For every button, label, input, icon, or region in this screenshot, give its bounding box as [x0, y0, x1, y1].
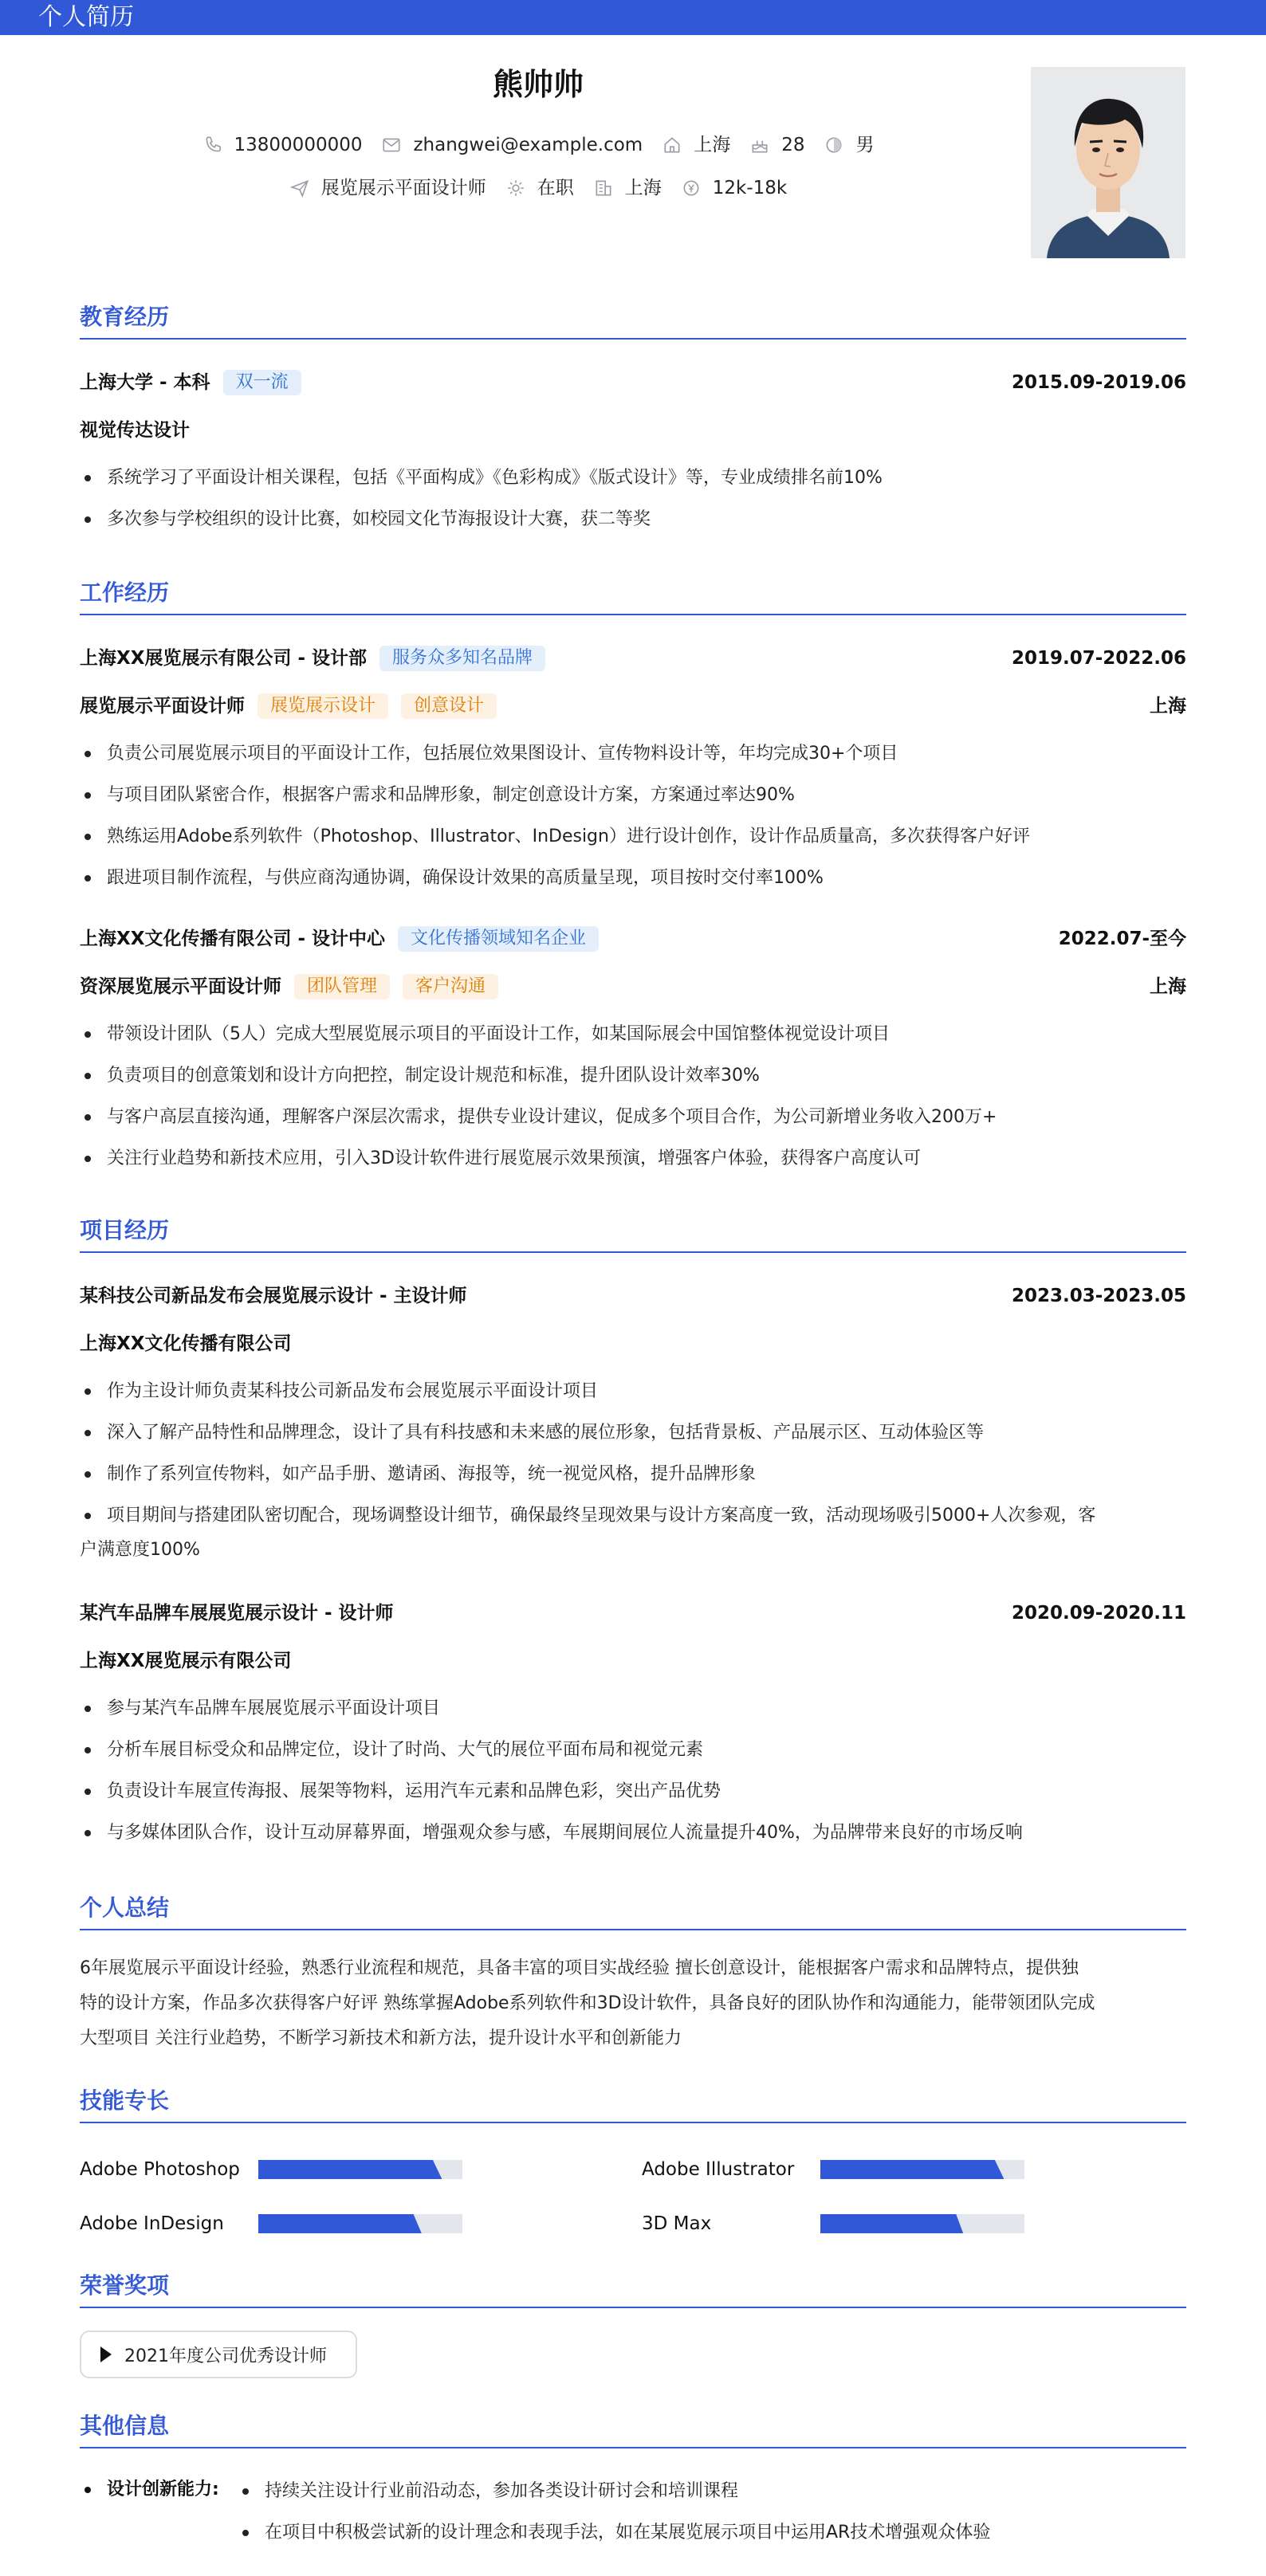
status-item [505, 175, 574, 201]
list-item: 作为主设计师负责某科技公司新品发布会展览展示平面设计项目 [80, 1371, 1186, 1412]
phone-item [202, 132, 363, 158]
work-role: 展览展示平面设计师 [80, 696, 245, 717]
home-icon [662, 135, 682, 155]
list-item: 多次参与学校组织的设计比赛，如校园文化节海报设计大赛，获二等奖 [80, 499, 1186, 540]
candidate-name: 熊帅帅 [492, 67, 584, 102]
work-bullets [80, 733, 1186, 899]
email-item [381, 132, 643, 158]
project-name: 某科技公司新品发布会展览展示设计 - 主设计师 [80, 1286, 467, 1306]
skill-bar-fill [820, 2160, 1004, 2179]
list-item: 带领设计团队（5人）完成大型展览展示项目的平面设计工作，如某国际展会中国馆整体视觉设计项目 [80, 1014, 1186, 1055]
gender-text: 男 [855, 135, 875, 155]
project-bullets [80, 1371, 1186, 1570]
summary-line: 6年展览展示平面设计经验，熟悉行业流程和规范，具备丰富的项目实战经验 擅长创意设计，能根据客户需求和品牌特点，提供独 [80, 1958, 1079, 1978]
gear-icon [505, 178, 526, 198]
city-item [662, 132, 730, 158]
skill-name: Adobe InDesign [80, 2213, 224, 2234]
project-name: 某汽车品牌车展展览展示设计 - 设计师 [80, 1603, 394, 1624]
work-role-tag: 团队管理 [294, 974, 390, 999]
list-item: 熟练运用Adobe系列软件（Photoshop、Illustrator、InDesign）进行设计创作，设计作品质量高，多次获得客户好评 [80, 816, 1186, 858]
project-period: 2023.03-2023.05 [1011, 1286, 1186, 1306]
skill-bar-fill [258, 2214, 422, 2233]
summary-line: 大型项目 关注行业趋势，不断学习新技术和新方法，提升设计水平和创新能力 [80, 2028, 682, 2048]
summary-text [80, 1951, 1186, 2056]
list-item: 参与某汽车品牌车展展览展示平面设计项目 [80, 1688, 1186, 1730]
edu-major: 视觉传达设计 [80, 420, 190, 441]
building-icon [593, 178, 614, 198]
list-item: 制作了系列宣传物料，如产品手册、邀请函、海报等，统一视觉风格，提升品牌形象 [80, 1454, 1186, 1495]
skill-item [642, 2211, 1024, 2236]
avatar [1031, 67, 1185, 258]
edu-school-row [80, 370, 301, 395]
project-bullets [80, 1688, 1186, 1854]
play-icon [100, 2346, 112, 2362]
list-item: 与多媒体团队合作，设计互动屏幕界面，增强观众参与感，车展期间展位人流量提升40%，为品牌带来良好的市场反响 [80, 1812, 1186, 1854]
work-company: 上海XX文化传播有限公司 - 设计中心 [80, 929, 386, 949]
work-role-tag: 客户沟通 [403, 974, 498, 999]
skill-item [642, 2157, 1024, 2182]
age-text: 28 [781, 135, 805, 155]
skill-item [80, 2211, 462, 2236]
work-role-tag: 展览展示设计 [258, 693, 388, 719]
list-item: 关注行业趋势和新技术应用，引入3D设计软件进行展览展示效果预演，增强客户体验，获得客户高度认可 [80, 1138, 1186, 1180]
other-label: 设计创新能力: [107, 2480, 219, 2499]
phone-icon [202, 135, 223, 155]
work-company-tag: 文化传播领域知名企业 [398, 926, 599, 952]
work-role-tag: 创意设计 [401, 693, 497, 719]
target-city-text: 上海 [624, 178, 662, 198]
skill-bar-fill [258, 2160, 442, 2179]
header-title: 个人简历 [38, 3, 134, 31]
list-item: 分析车展目标受众和品牌定位，设计了时尚、大气的展位平面布局和视觉元素 [80, 1730, 1186, 1771]
phone-text: 13800000000 [234, 135, 363, 155]
skill-bar [820, 2214, 1024, 2233]
skill-bar-fill [820, 2214, 963, 2233]
work-company-row [80, 646, 545, 671]
list-item-line: 项目期间与搭建团队密切配合，现场调整设计细节，确保最终呈现效果与设计方案高度一致，活动现场吸引5000+人次参观，客 [107, 1506, 1096, 1526]
work-company: 上海XX展览展示有限公司 - 设计部 [80, 648, 368, 669]
list-item: 深入了解产品特性和品牌理念，设计了具有科技感和未来感的展位形象，包括背景板、产品展示区、互动体验区等 [80, 1412, 1186, 1454]
section-summary-title: 个人总结 [80, 1892, 1186, 1930]
other-list [239, 2471, 1186, 2554]
cake-icon [749, 135, 770, 155]
list-item: 系统学习了平面设计相关课程，包括《平面构成》《色彩构成》《版式设计》等，专业成绩排名前10% [80, 457, 1186, 499]
list-item [80, 1495, 1186, 1570]
section-projects-title: 项目经历 [80, 1215, 1186, 1253]
work-period: 2022.07-至今 [1058, 929, 1186, 949]
mail-icon [381, 135, 402, 155]
skill-item [80, 2157, 462, 2182]
list-item: 负责设计车展宣传海报、展架等物料，运用汽车元素和品牌色彩，突出产品优势 [80, 1771, 1186, 1812]
award-item[interactable] [80, 2331, 357, 2378]
project-org: 上海XX文化传播有限公司 [80, 1333, 292, 1354]
work-bullets [80, 1014, 1186, 1180]
section-education-title: 教育经历 [80, 301, 1186, 340]
skill-bar [820, 2160, 1024, 2179]
work-location: 上海 [1150, 976, 1186, 997]
list-item: 与项目团队紧密合作，根据客户需求和品牌形象，制定创意设计方案，方案通过率达90% [80, 775, 1186, 816]
section-other-title: 其他信息 [80, 2410, 1186, 2448]
gender-item [824, 132, 874, 158]
list-item: 跟进项目制作流程，与供应商沟通协调，确保设计效果的高质量呈现，项目按时交付率100% [80, 858, 1186, 899]
age-item [749, 132, 804, 158]
city-text: 上海 [694, 135, 731, 155]
skill-bar [258, 2214, 462, 2233]
project-period: 2020.09-2020.11 [1011, 1603, 1186, 1624]
send-icon [289, 178, 310, 198]
coin-icon [681, 178, 702, 198]
salary-text: 12k-18k [712, 178, 788, 198]
work-period: 2019.07-2022.06 [1011, 648, 1186, 669]
header-bar [0, 0, 1266, 35]
award-text: 2021年度公司优秀设计师 [124, 2346, 327, 2366]
target-city-item [593, 175, 662, 201]
work-location: 上海 [1150, 696, 1186, 717]
section-awards-title: 荣誉奖项 [80, 2270, 1186, 2308]
skill-bar [258, 2160, 462, 2179]
work-role: 资深展览展示平面设计师 [80, 976, 281, 997]
work-role-row [80, 974, 498, 999]
section-work-title: 工作经历 [80, 577, 1186, 615]
edu-period: 2015.09-2019.06 [1011, 372, 1186, 393]
work-company-row [80, 926, 599, 952]
edu-school: 上海大学 - 本科 [80, 372, 210, 393]
section-skills-title: 技能专长 [80, 2085, 1186, 2123]
salary-item [681, 175, 787, 201]
list-item: 负责项目的创意策划和设计方向把控，制定设计规范和标准，提升团队设计效率30% [80, 1055, 1186, 1097]
work-role-row [80, 693, 497, 719]
status-text: 在职 [537, 178, 574, 198]
work-company-tag: 服务众多知名品牌 [379, 646, 545, 671]
edu-tag: 双一流 [223, 370, 301, 395]
position-text: 展览展示平面设计师 [320, 178, 486, 198]
contact-row [0, 132, 1076, 158]
skill-name: Adobe Illustrator [642, 2159, 795, 2180]
project-org: 上海XX展览展示有限公司 [80, 1651, 292, 1671]
list-item: 负责公司展览展示项目的平面设计工作，包括展位效果图设计、宣传物料设计等，年均完成30+个项目 [80, 733, 1186, 775]
gender-icon [824, 135, 844, 155]
list-item: 在项目中积极尝试新的设计理念和表现手法，如在某展览展示项目中运用AR技术增强观众体验 [239, 2512, 1186, 2554]
summary-line: 特的设计方案，作品多次获得客户好评 熟练掌握Adobe系列软件和3D设计软件，具备良好的团队协作和沟通能力，能带领团队完成 [80, 1993, 1095, 2013]
edu-bullets [80, 457, 1186, 540]
skill-name: 3D Max [642, 2213, 712, 2234]
list-item-line: 户满意度100% [80, 1540, 200, 1560]
job-intent-row [0, 175, 1076, 201]
bullet-dot [85, 2487, 91, 2493]
list-item: 持续关注设计行业前沿动态，参加各类设计研讨会和培训课程 [239, 2471, 1186, 2512]
email-text: zhangwei@example.com [413, 135, 643, 155]
skill-name: Adobe Photoshop [80, 2159, 240, 2180]
position-item [289, 175, 486, 201]
list-item: 与客户高层直接沟通，理解客户深层次需求，提供专业设计建议，促成多个项目合作，为公司新增业务收入200万+ [80, 1097, 1186, 1138]
